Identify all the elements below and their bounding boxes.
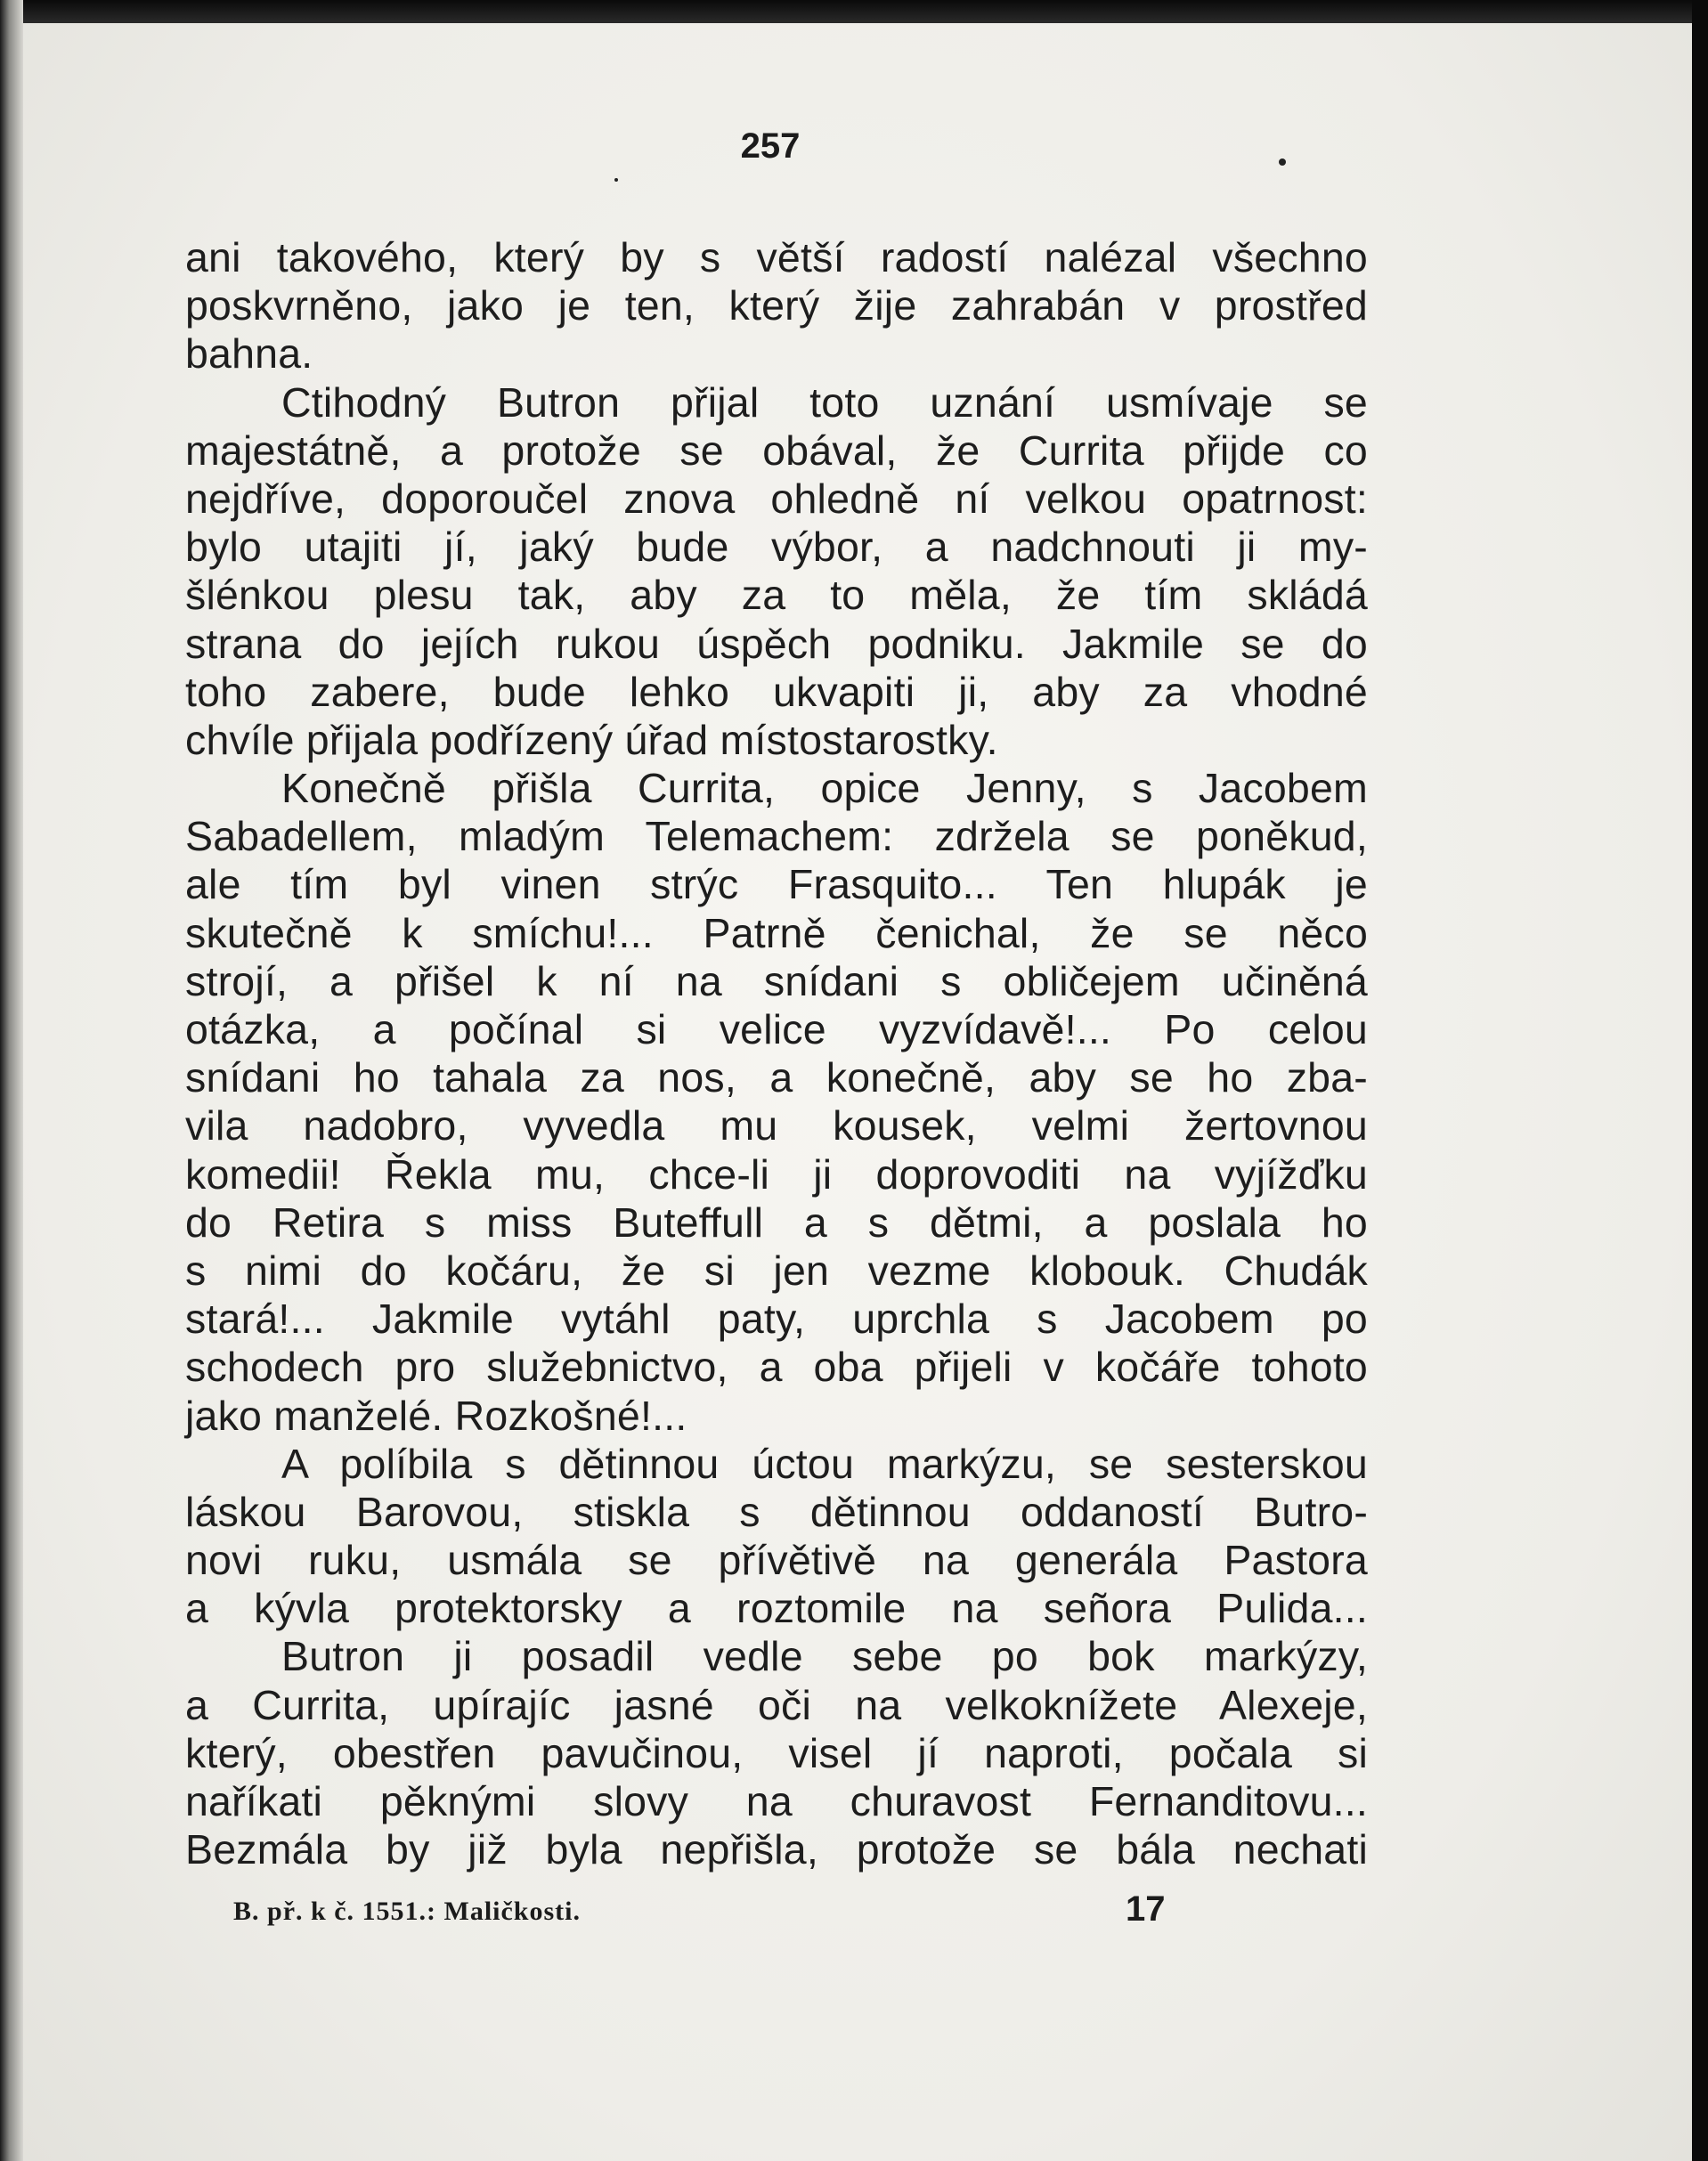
body-text [185,233,1368,1873]
text-line: šlénkou plesu tak, aby za to měla, že tím skládá [185,572,1368,619]
scan-border-right [1692,0,1708,2161]
text-line: a kývla protektorsky a roztomile na señora Pulida... [185,1585,1368,1632]
print-speck [614,178,618,182]
text-line: Konečně přišla Currita, opice Jenny, s Jacobem [281,765,1368,812]
text-line: strojí, a přišel k ní na snídani s obličejem učiněná [185,957,1368,1004]
text-line: strana do jejích rukou úspěch podniku. Jakmile se do [185,620,1368,667]
text-line: který, obestřen pavučinou, visel jí naproti, počala si [185,1729,1368,1776]
text-line: toho zabere, bude lehko ukvapiti ji, aby za vhodné [185,668,1368,715]
text-line: chvíle přijala podřízený úřad místostarostky. [185,716,998,763]
text-line: komedii! Řekla mu, chce-li ji doprovoditi na vyjížďku [185,1150,1368,1198]
text-line: vila nadobro, vyvedla mu kousek, velmi žertovnou [185,1102,1368,1150]
footer-signature: B. př. k č. 1551.: Maličkosti. [233,1897,581,1926]
print-speck [1279,158,1286,166]
text-line: novi ruku, usmála se přívětivě na generála Pastora [185,1537,1368,1584]
text-line: schodech pro služebnictvo, a oba přijeli v kočáře tohoto [185,1344,1368,1391]
text-line: otázka, a počínal si velice vyzvídavě!... Po celou [185,1006,1368,1052]
text-line: poskvrněno, jako je ten, který žije zahrabán v prostřed [185,282,1368,329]
text-line: ani takového, který by s větší radostí nalézal všechno [185,234,1368,280]
page-number: 257 [740,126,801,166]
text-line: láskou Barovou, stiskla s dětinnou oddaností Butro- [185,1488,1368,1535]
text-line: jako manželé. Rozkošné!... [185,1392,687,1439]
text-line: snídani ho tahala za nos, a konečně, aby se ho zba- [185,1054,1368,1101]
text-line: Sabadellem, mladým Telemachem: zdržela se poněkud, [185,813,1368,860]
text-line: Bezmála by již byla nepřišla, protože se bála nechati [185,1826,1368,1873]
text-line: Ctihodný Butron přijal toto uznání usmívaje se [281,378,1368,426]
text-line: skutečně k smíchu!... Patrně čenichal, že se něco [185,909,1368,956]
footer-sheet-number: 17 [1126,1889,1166,1929]
text-line: nejdříve, doporoučel znova ohledně ní velkou opatrnost: [185,475,1368,522]
text-line: bylo utajiti jí, jaký bude výbor, a nadchnouti ji my- [185,524,1368,571]
text-line: ale tím byl vinen strýc Frasquito... Ten hlupák je [185,861,1368,908]
scan-border-top [0,0,1708,23]
text-line: majestátně, a protože se obával, že Currita přijde co [185,427,1368,474]
scan-border-left [0,0,23,2161]
text-line: naříkati pěknými slovy na churavost Fernanditovu... [185,1778,1368,1824]
text-line: s nimi do kočáru, že si jen vezme klobouk. Chudák [185,1247,1368,1294]
text-line: a Currita, upírajíc jasné oči na velkoknížete Alexeje, [185,1681,1368,1728]
text-line: A políbila s dětinnou úctou markýzu, se sesterskou [281,1440,1368,1487]
text-line: stará!... Jakmile vytáhl paty, uprchla s Jacobem po [185,1296,1368,1343]
text-line: bahna. [185,330,313,378]
text-line: Butron ji posadil vedle sebe po bok markýzy, [281,1633,1368,1680]
text-line: do Retira s miss Buteffull a s dětmi, a poslala ho [185,1198,1368,1246]
